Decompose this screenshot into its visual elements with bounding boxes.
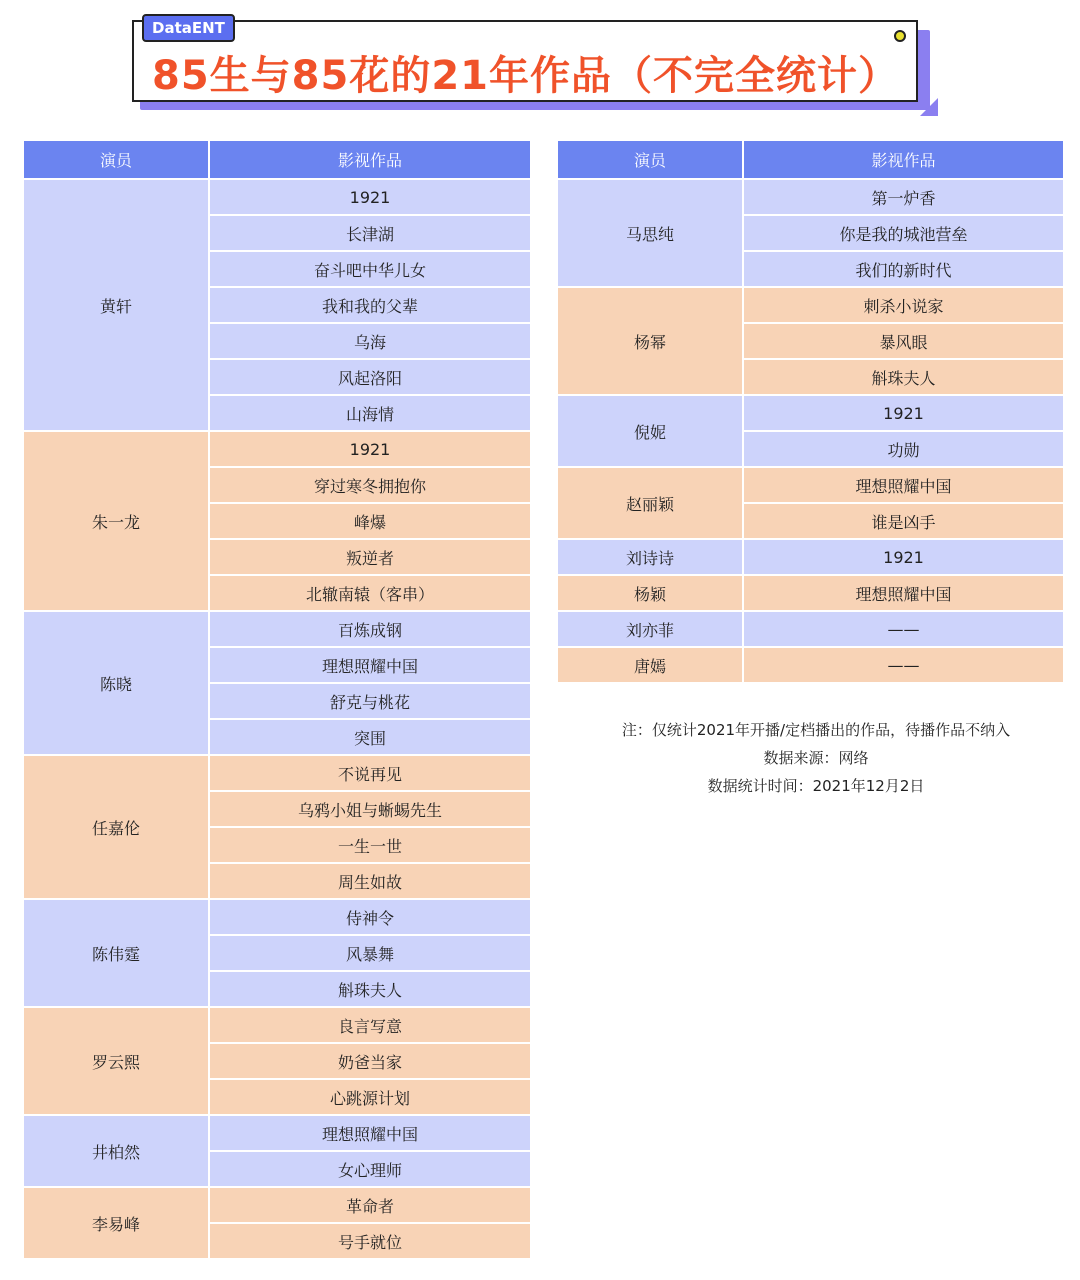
actor-name: 刘亦菲	[557, 611, 743, 647]
work-title: 风起洛阳	[209, 359, 531, 395]
work-title: 百炼成钢	[209, 611, 531, 647]
table-row	[557, 395, 1064, 431]
actor-name: 朱一龙	[23, 431, 209, 611]
work-title: 理想照耀中国	[743, 575, 1064, 611]
actor-name: 陈晓	[23, 611, 209, 755]
decorative-dot-icon	[894, 30, 906, 42]
actor-name: 陈伟霆	[23, 899, 209, 1007]
actor-name: 杨颖	[557, 575, 743, 611]
work-title: 1921	[209, 431, 531, 467]
work-title: 奶爸当家	[209, 1043, 531, 1079]
work-title: ——	[743, 647, 1064, 683]
work-title: 峰爆	[209, 503, 531, 539]
header-actor: 演员	[23, 140, 209, 179]
actor-name: 杨幂	[557, 287, 743, 395]
work-title: 一生一世	[209, 827, 531, 863]
work-title: 乌海	[209, 323, 531, 359]
folded-corner-icon	[920, 98, 938, 116]
brand-tag: DataENT	[142, 14, 235, 42]
notes	[556, 716, 1076, 800]
actor-name: 任嘉伦	[23, 755, 209, 899]
work-title: 穿过寒冬拥抱你	[209, 467, 531, 503]
page-title: 85生与85花的21年作品（不完全统计）	[152, 53, 899, 99]
note-date: 数据统计时间：2021年12月2日	[707, 777, 925, 795]
work-title: 1921	[743, 395, 1064, 431]
work-title: 周生如故	[209, 863, 531, 899]
table-row	[557, 467, 1064, 503]
table-row	[557, 179, 1064, 215]
table-row	[557, 611, 1064, 647]
work-title: 暴风眼	[743, 323, 1064, 359]
actor-name: 倪妮	[557, 395, 743, 467]
table-row	[23, 431, 531, 467]
table-row	[23, 179, 531, 215]
work-title: 第一炉香	[743, 179, 1064, 215]
work-title: 长津湖	[209, 215, 531, 251]
work-title: 我们的新时代	[743, 251, 1064, 287]
work-title: 侍神令	[209, 899, 531, 935]
work-title: 理想照耀中国	[209, 1115, 531, 1151]
work-title: 号手就位	[209, 1223, 531, 1259]
work-title: 刺杀小说家	[743, 287, 1064, 323]
work-title: 良言写意	[209, 1007, 531, 1043]
note-scope: 注：仅统计2021年开播/定档播出的作品，待播作品不纳入	[621, 721, 1011, 739]
work-title: 风暴舞	[209, 935, 531, 971]
work-title: 舒克与桃花	[209, 683, 531, 719]
work-title: 功勋	[743, 431, 1064, 467]
actor-name: 赵丽颖	[557, 467, 743, 539]
title-box	[132, 20, 918, 102]
table-row	[23, 1115, 531, 1151]
table-row	[23, 1187, 531, 1223]
work-title: 谁是凶手	[743, 503, 1064, 539]
table-row	[23, 1007, 531, 1043]
actor-name: 唐嫣	[557, 647, 743, 683]
work-title: 不说再见	[209, 755, 531, 791]
work-title: 斛珠夫人	[209, 971, 531, 1007]
work-title: 1921	[209, 179, 531, 215]
work-title: 奋斗吧中华儿女	[209, 251, 531, 287]
work-title: 理想照耀中国	[209, 647, 531, 683]
work-title: 乌鸦小姐与蜥蜴先生	[209, 791, 531, 827]
work-title: 理想照耀中国	[743, 467, 1064, 503]
header-works: 影视作品	[743, 140, 1064, 179]
work-title: 女心理师	[209, 1151, 531, 1187]
work-title: 你是我的城池营垒	[743, 215, 1064, 251]
title-banner	[132, 20, 938, 116]
header-works: 影视作品	[209, 140, 531, 179]
actor-name: 刘诗诗	[557, 539, 743, 575]
table-row	[557, 287, 1064, 323]
actor-name: 黄轩	[23, 179, 209, 431]
table-row	[23, 899, 531, 935]
work-title: 1921	[743, 539, 1064, 575]
work-title: 叛逆者	[209, 539, 531, 575]
actor-name: 井柏然	[23, 1115, 209, 1187]
right-works-table	[556, 139, 1065, 684]
actor-name: 罗云熙	[23, 1007, 209, 1115]
header-actor: 演员	[557, 140, 743, 179]
left-works-table	[22, 139, 532, 1260]
work-title: ——	[743, 611, 1064, 647]
work-title: 北辙南辕（客串）	[209, 575, 531, 611]
work-title: 斛珠夫人	[743, 359, 1064, 395]
actor-name: 马思纯	[557, 179, 743, 287]
work-title: 心跳源计划	[209, 1079, 531, 1115]
table-row	[557, 575, 1064, 611]
table-row	[23, 755, 531, 791]
work-title: 突围	[209, 719, 531, 755]
table-row	[557, 539, 1064, 575]
work-title: 山海情	[209, 395, 531, 431]
work-title: 我和我的父辈	[209, 287, 531, 323]
table-row	[23, 611, 531, 647]
table-row	[557, 647, 1064, 683]
note-source: 数据来源：网络	[763, 749, 869, 767]
actor-name: 李易峰	[23, 1187, 209, 1259]
work-title: 革命者	[209, 1187, 531, 1223]
